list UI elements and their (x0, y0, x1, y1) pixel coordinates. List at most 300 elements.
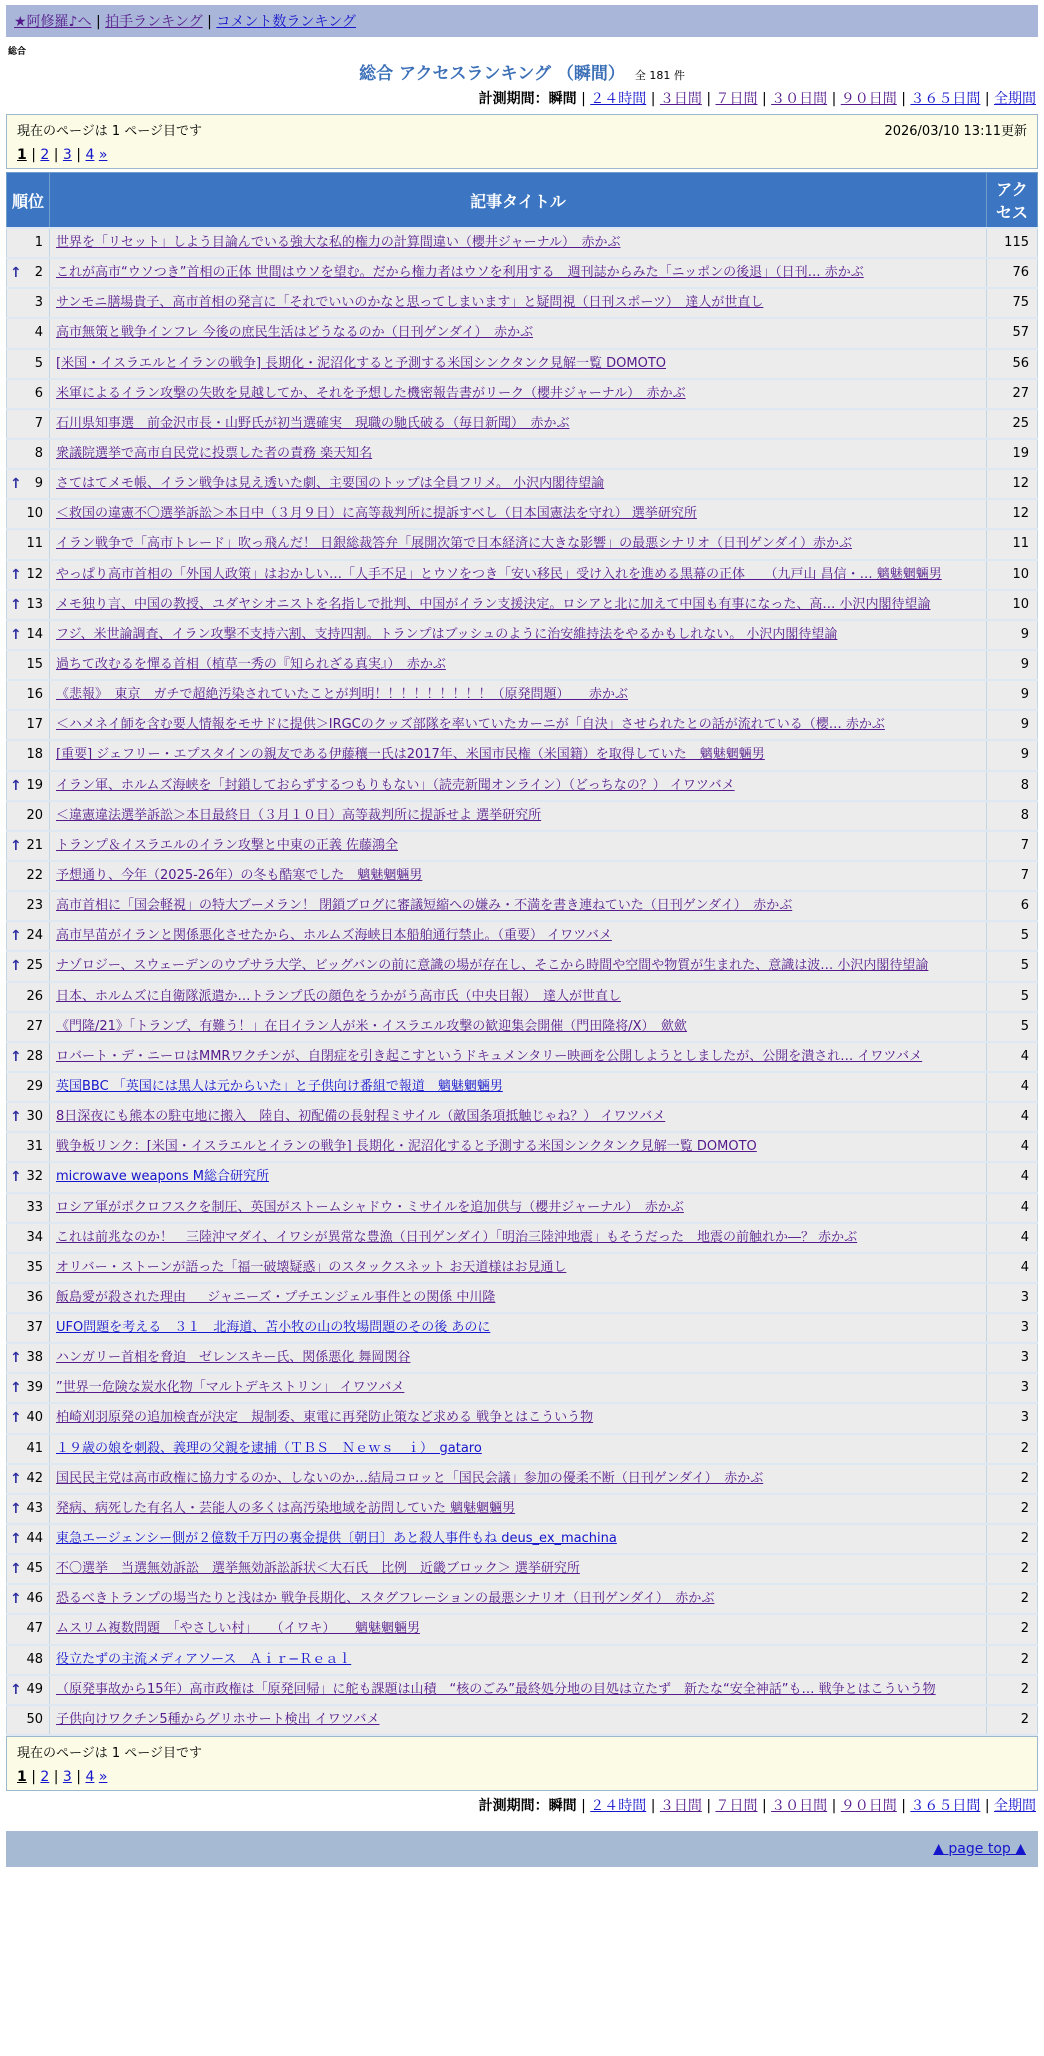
article-link[interactable]: 8日深夜にも熊本の駐屯地に搬入 陸自、初配備の長射程ミサイル（敵国条項抵触じゃね？） イワツバメ (56, 1109, 666, 1125)
ranking-tbody (7, 228, 1038, 1735)
page-link-2[interactable]: 2 (40, 147, 50, 163)
article-link[interactable]: 過ちて改むるを憚る首相（植草一秀の『知られざる真実』） 赤かぶ (56, 656, 446, 672)
access-count: 9 (987, 650, 1038, 680)
rank-number: 18 (26, 747, 43, 763)
article-link[interactable]: トランプ＆イスラエルのイラン攻撃と中東の正義 佐藤鴻全 (56, 837, 399, 853)
title-cell (50, 499, 987, 529)
period-link-7[interactable]: 全期間 (994, 1798, 1036, 1815)
rank-number: 27 (26, 1018, 43, 1034)
article-link[interactable]: 不〇選挙 当選無効訴訟 選挙無効訴訟訴状＜大石氏 比例 近畿ブロック＞ 選挙研究所 (56, 1561, 580, 1577)
article-link[interactable]: イラン戦争で「高市トレード」吹っ飛んだ！ 日銀総裁答弁「展開次第で日本経済に大きな影響」の最悪シナリオ（日刊ゲンダイ）赤かぶ (56, 536, 852, 552)
rank-number: 17 (26, 717, 43, 733)
period-bar-top (6, 88, 1036, 108)
access-count: 2 (987, 1464, 1038, 1494)
title-cell (50, 439, 987, 469)
title-cell (50, 258, 987, 288)
rank-number: 50 (26, 1711, 43, 1727)
access-count: 3 (987, 1373, 1038, 1403)
article-link[interactable]: 戦争板リンク：[米国・イスラエルとイランの戦争] 長期化・泥沼化すると予測する米国シンクタンク見解一覧 DOMOTO (56, 1139, 757, 1155)
access-count: 25 (987, 409, 1038, 439)
separator: | (757, 1798, 772, 1815)
title-cell (50, 921, 987, 951)
separator: | (701, 1798, 716, 1815)
separator: | (91, 14, 106, 30)
up-arrow-icon: ↑ (10, 1380, 22, 1397)
table-row (7, 1403, 1038, 1433)
article-link[interactable]: 飯島愛が殺された理由 ＿ ジャニーズ・プチエンジェル事件との関係 中川隆 (56, 1289, 496, 1305)
rank-number: 15 (26, 656, 43, 672)
title-cell (50, 1524, 987, 1554)
title-cell (50, 1042, 987, 1072)
title-cell (50, 982, 987, 1012)
title-cell (50, 469, 987, 499)
up-arrow-icon: ↑ (10, 626, 22, 643)
title-cell (50, 529, 987, 559)
separator: | (71, 147, 86, 163)
article-link[interactable]: （原発事故から15年）高市政権は「原発回帰」に舵も課題は山積 “核のごみ”最終処分地の目処は立たず 新たな“安全神話”も… 戦争とはこういう物 (56, 1681, 936, 1697)
rank-cell (7, 1012, 50, 1042)
period-current: 瞬間 (548, 91, 577, 107)
rank-number: 39 (26, 1380, 43, 1396)
period-link-2[interactable]: ３日間 (659, 91, 702, 107)
table-row (7, 1223, 1038, 1253)
title-cell (50, 951, 987, 981)
rank-cell (7, 861, 50, 891)
article-link[interactable]: ムスリム複数問題 「やさしい村」 （イワキ） 魑魅魍魎男 (56, 1621, 421, 1637)
rank-cell (7, 318, 50, 348)
title-cell (50, 1645, 987, 1675)
rank-cell (7, 379, 50, 409)
page-info-top (6, 114, 1038, 169)
article-link[interactable]: 高市無策と戦争インフレ 今後の庶民生活はどうなるのか（日刊ゲンダイ） 赤かぶ (56, 325, 534, 341)
title-cell (50, 409, 987, 439)
rank-number: 23 (26, 898, 43, 914)
period-link-5[interactable]: ９０日間 (840, 1798, 897, 1815)
rank-cell (7, 590, 50, 620)
table-row (7, 891, 1038, 921)
title-cell (50, 650, 987, 680)
table-row (7, 951, 1038, 981)
article-link[interactable]: 石川県知事選 前金沢市長・山野氏が初当選確実 現職の馳氏破る（毎日新聞） 赤かぶ (56, 415, 570, 431)
rank-cell (7, 1343, 50, 1373)
table-row (7, 379, 1038, 409)
title-cell (50, 801, 987, 831)
table-row (7, 1343, 1038, 1373)
table-row (7, 409, 1038, 439)
article-link[interactable]: 《門隆/21》「トランプ、有難う！」在日イラン人が米・イスラエル攻撃の歓迎集会開催（門田隆将/Ⅹ） 歛歛 (56, 1018, 688, 1034)
table-row (7, 1072, 1038, 1102)
rank-number: 32 (26, 1169, 43, 1185)
article-link[interactable]: フジ、米世論調査、イラン攻撃不支持六割、支持四割。トランプはブッシュのように治安維持法をやるかもしれない。 小沢内閣待望論 (56, 626, 838, 642)
separator: | (576, 91, 591, 107)
rank-cell (7, 258, 50, 288)
rank-number: 47 (26, 1621, 43, 1637)
period-link-6[interactable]: ３６５日間 (910, 1798, 981, 1815)
rank-cell (7, 951, 50, 981)
article-link[interactable]: 子供向けワクチン5種からグリホサート検出 イワツバメ (56, 1711, 380, 1727)
nav-link-1[interactable]: ★阿修羅♪へ (14, 14, 92, 30)
rank-cell (7, 680, 50, 710)
access-count: 5 (987, 982, 1038, 1012)
rank-cell (7, 228, 50, 258)
table-row (7, 620, 1038, 650)
access-count: 4 (987, 1102, 1038, 1132)
period-link-2[interactable]: ３日間 (659, 1798, 702, 1815)
period-link-5[interactable]: ９０日間 (840, 91, 897, 107)
rank-cell (7, 1283, 50, 1313)
rank-cell (7, 1042, 50, 1072)
table-row (7, 1373, 1038, 1403)
table-row (7, 831, 1038, 861)
period-link-3[interactable]: ７日間 (715, 91, 758, 107)
table-row (7, 228, 1038, 258)
up-arrow-icon: ↑ (10, 1169, 22, 1186)
column-header-rank: 順位 (7, 173, 50, 229)
period-link-4[interactable]: ３０日間 (771, 1798, 828, 1815)
access-count: 2 (987, 1584, 1038, 1614)
access-count: 4 (987, 1072, 1038, 1102)
rank-number: 21 (26, 837, 43, 853)
rank-number: 5 (34, 355, 43, 371)
nav-link-2[interactable]: 拍手ランキング (105, 14, 203, 30)
rank-cell (7, 1434, 50, 1464)
access-count: 12 (987, 499, 1038, 529)
rank-cell (7, 891, 50, 921)
table-row (7, 288, 1038, 318)
title-cell (50, 831, 987, 861)
article-link[interactable]: サンモニ膳場貴子、高市首相の発言に「それでいいのかなと思ってしまいます」と疑問視（日刊スポーツ） 達人が世直し (56, 295, 764, 311)
rank-cell (7, 1645, 50, 1675)
table-row (7, 1554, 1038, 1584)
access-count: 8 (987, 801, 1038, 831)
page-status: 現在のページは 1 ページ目です (17, 124, 203, 139)
access-count: 4 (987, 1193, 1038, 1223)
rank-number: 49 (26, 1681, 43, 1697)
rank-cell (7, 710, 50, 740)
article-link[interactable]: 恐るべきトランプの場当たりと浅はか 戦争長期化、スタグフレーションの最悪シナリオ（日刊ゲンダイ） 赤かぶ (56, 1591, 715, 1607)
article-link[interactable]: 世界を「リセット」しよう目論んでいる強大な私的権力の計算間違い（櫻井ジャーナル） 赤かぶ (56, 235, 621, 250)
article-link[interactable]: メモ独り言、中国の教授、ユダヤシオニストを名指しで批判、中国がイラン支援決定。ロシアと北に加えて中国も有事になった、高… 小沢内閣待望論 (56, 596, 931, 612)
separator: | (26, 1769, 41, 1786)
table-row (7, 1464, 1038, 1494)
access-count: 9 (987, 710, 1038, 740)
title-cell (50, 1193, 987, 1223)
rank-cell (7, 740, 50, 770)
page-link-4[interactable]: 4 (85, 147, 95, 163)
table-row (7, 1313, 1038, 1343)
rank-cell (7, 1464, 50, 1494)
title-cell (50, 861, 987, 891)
table-row (7, 1434, 1038, 1464)
up-arrow-icon: ↑ (10, 1109, 22, 1126)
title-cell (50, 1584, 987, 1614)
period-current: 瞬間 (548, 1798, 577, 1815)
period-label: 計測期間： (478, 1798, 549, 1815)
article-link[interactable]: これが高市“ウソつき”首相の正体 世間はウソを望む。だから権力者はウソを利用する 週刊誌からみた「ニッポンの後退」（日刊… 赤かぶ (56, 265, 864, 281)
rank-cell (7, 1524, 50, 1554)
article-link[interactable]: ＜違憲違法選挙訴訟＞本日最終日（３月１０日）高等裁判所に提訴せよ 選挙研究所 (56, 807, 542, 823)
article-link[interactable]: １９歳の娘を刺殺、義理の父親を逮捕（ＴＢＳ Ｎｅｗｓ ｉ） gataro (56, 1440, 482, 1456)
period-link-7[interactable]: 全期間 (994, 91, 1036, 107)
title-cell (50, 560, 987, 590)
table-row (7, 1102, 1038, 1132)
current-page: 1 (17, 147, 27, 163)
rank-number: 12 (26, 566, 43, 582)
rank-number: 3 (34, 295, 43, 311)
rank-number: 34 (26, 1229, 43, 1245)
title-line (6, 59, 1038, 84)
rank-number: 40 (26, 1410, 43, 1426)
access-count: 75 (987, 288, 1038, 318)
table-row (7, 1584, 1038, 1614)
separator: | (26, 147, 41, 163)
page-status: 現在のページは 1 ページ目です (17, 1746, 203, 1762)
rank-cell (7, 1313, 50, 1343)
top-nav-bar (6, 5, 1038, 37)
next-page-link[interactable]: » (98, 1769, 108, 1786)
title-cell (50, 1614, 987, 1644)
article-link[interactable]: 高市首相に「国会軽視」の特大ブーメラン！ 閉鎖ブログに審議短縮への嫌み・不満を書き連ねていた（日刊ゲンダイ） 赤かぶ (56, 898, 793, 914)
article-link[interactable]: 衆議院選挙で高市自民党に投票した者の責務 楽天知名 (56, 445, 373, 461)
title-cell (50, 228, 987, 258)
rank-number: 19 (26, 777, 43, 793)
title-cell (50, 1162, 987, 1192)
title-cell (50, 379, 987, 409)
rank-cell (7, 982, 50, 1012)
rank-number: 2 (34, 265, 43, 281)
rank-cell (7, 1193, 50, 1223)
access-count: 12 (987, 469, 1038, 499)
rank-number: 30 (26, 1109, 43, 1125)
article-link[interactable]: さてはてメモ帳、イラン戦争は見え透いた劇、主要国のトップは全員フリメ。 小沢内閣待望論 (56, 476, 605, 492)
title-cell (50, 1132, 987, 1162)
column-header-access: アクセス (987, 173, 1038, 229)
rank-number: 10 (26, 506, 43, 522)
period-link-6[interactable]: ３６５日間 (910, 91, 981, 107)
up-arrow-icon: ↑ (10, 1410, 22, 1427)
up-arrow-icon: ↑ (10, 777, 22, 794)
table-row (7, 1705, 1038, 1735)
rank-cell (7, 771, 50, 801)
rank-number: 37 (26, 1320, 43, 1336)
page-link-3[interactable]: 3 (62, 147, 72, 163)
article-link[interactable]: 役立たずの主流メディアソース Ａｉｒ−Ｒｅａｌ (56, 1651, 352, 1667)
rank-number: 43 (26, 1500, 43, 1516)
rank-cell (7, 1584, 50, 1614)
article-link[interactable]: オリバー・ストーンが語った「福一破壊疑惑」のスタックスネット お天道様はお見通し (56, 1259, 567, 1275)
table-row (7, 560, 1038, 590)
access-count: 4 (987, 1223, 1038, 1253)
title-cell (50, 349, 987, 379)
article-link[interactable]: ”世界一危険な炭水化物「マルトデキストリン」 イワツバメ (56, 1380, 405, 1396)
up-arrow-icon: ↑ (10, 1591, 22, 1608)
access-count: 5 (987, 951, 1038, 981)
rank-cell (7, 349, 50, 379)
access-count: 11 (987, 529, 1038, 559)
rank-cell (7, 1253, 50, 1283)
page-link-4[interactable]: 4 (85, 1769, 95, 1786)
article-link[interactable]: ＜救国の違憲不〇選挙訴訟＞本日中（３月９日）に高等裁判所に提訴すべし（日本国憲法を守れ） 選挙研究所 (56, 506, 697, 522)
article-link[interactable]: ハンガリー首相を脅迫 ゼレンスキー氏、関係悪化 舞岡関谷 (56, 1350, 411, 1366)
title-cell (50, 1464, 987, 1494)
article-link[interactable]: 高市早苗がイランと関係悪化させたから、ホルムズ海峡日本船舶通行禁止。（重要） イワツバメ (56, 928, 612, 944)
article-link[interactable]: これは前兆なのか！ 三陸沖マダイ、イワシが異常な豊漁（日刊ゲンダイ）「明治三陸沖地震」もそうだった 地震の前触れか―？ 赤かぶ (56, 1229, 858, 1245)
rank-number: 6 (34, 385, 43, 401)
article-link[interactable]: ロシア軍がポクロフスクを制圧、英国がストームシャドウ・ミサイルを追加供与（櫻井ジャーナル） 赤かぶ (56, 1199, 684, 1215)
rank-cell (7, 620, 50, 650)
rank-number: 13 (26, 596, 43, 612)
rank-number: 36 (26, 1289, 43, 1305)
article-link[interactable]: UFO問題を考える ３１ 北海道、苫小牧の山の牧場問題のその後 あのに (56, 1320, 491, 1336)
table-row (7, 1162, 1038, 1192)
rank-cell (7, 1554, 50, 1584)
rank-cell (7, 439, 50, 469)
period-bar-bottom (6, 1795, 1036, 1815)
rank-number: 46 (26, 1591, 43, 1607)
table-row (7, 1675, 1038, 1705)
rank-number: 44 (26, 1531, 43, 1547)
article-link[interactable]: 柏崎刈羽原発の追加検査が決定 規制委、東電に再発防止策など求める 戦争とはこういう物 (56, 1410, 594, 1426)
separator: | (646, 91, 660, 107)
title-cell (50, 1494, 987, 1524)
table-row (7, 590, 1038, 620)
table-row (7, 318, 1038, 348)
separator: | (646, 1798, 660, 1815)
rank-cell (7, 650, 50, 680)
access-count: 5 (987, 1012, 1038, 1042)
updated-timestamp: 2026/03/10 13:11更新 (884, 124, 1027, 139)
rank-number: 4 (34, 325, 43, 341)
rank-number: 35 (26, 1259, 43, 1275)
rank-number: 38 (26, 1350, 43, 1366)
table-row (7, 469, 1038, 499)
access-count: 8 (987, 771, 1038, 801)
period-link-4[interactable]: ３０日間 (771, 91, 828, 107)
table-row (7, 1283, 1038, 1313)
nav-link-3[interactable]: コメント数ランキング (216, 14, 356, 30)
access-count: 2 (987, 1705, 1038, 1735)
rank-number: 28 (26, 1048, 43, 1064)
separator: | (757, 91, 772, 107)
title-cell (50, 1434, 987, 1464)
rank-number: 29 (26, 1078, 43, 1094)
article-link[interactable]: ロバート・デ・ニーロはMMRワクチンが、自閉症を引き起こすというドキュメンタリー映画を公開しようとしましたが、公開を潰され… イワツバメ (56, 1048, 923, 1064)
article-link[interactable]: 東急エージェンシー側が２億数千万円の裏金提供〔朝日〕あと殺人事件もね deus_ex_machina (56, 1531, 617, 1547)
article-link[interactable]: やっぱり高市首相の「外国人政策」はおかしい…「人手不足」とウソをつき「安い移民」受け入れを進める黒幕の正体 （九戸山 昌信・… 魑魅魍魎男 (56, 566, 942, 582)
access-count: 2 (987, 1494, 1038, 1524)
table-row (7, 349, 1038, 379)
table-row (7, 1193, 1038, 1223)
top-nav (14, 14, 356, 30)
article-link[interactable]: イラン軍、ホルムズ海峡を「封鎖しておらずするつもりもない」（読売新聞オンライン）（どっちなの？） イワツバメ (56, 777, 735, 793)
up-arrow-icon: ↑ (10, 1048, 22, 1065)
separator: | (980, 91, 994, 107)
table-row (7, 982, 1038, 1012)
access-count: 2 (987, 1614, 1038, 1644)
total-count: 全 181 件 (634, 69, 685, 82)
title-cell (50, 1373, 987, 1403)
access-count: 3 (987, 1343, 1038, 1373)
access-count: 56 (987, 349, 1038, 379)
rank-cell (7, 921, 50, 951)
rank-cell (7, 1614, 50, 1644)
table-row (7, 1494, 1038, 1524)
rank-cell (7, 469, 50, 499)
title-cell (50, 680, 987, 710)
article-link[interactable]: 国民民主党は高市政権に協力するのか、しないのか…結局コロッと「国民会議」参加の優柔不断（日刊ゲンダイ） 赤かぶ (56, 1470, 764, 1486)
table-row (7, 650, 1038, 680)
rank-cell (7, 560, 50, 590)
title-cell (50, 1705, 987, 1735)
article-link[interactable]: 《悲報》 東京 ガチで超絶汚染されていたことが判明！！！！！！！！！（原発問題） 赤かぶ (56, 687, 629, 703)
access-count: 2 (987, 1675, 1038, 1705)
page-link-3[interactable]: 3 (62, 1769, 72, 1786)
rank-number: 41 (26, 1440, 43, 1456)
table-row (7, 921, 1038, 951)
article-link[interactable]: 日本、ホルムズに自衛隊派遣か…トランプ氏の顔色をうかがう高市氏（中央日報） 達人が世直し (56, 988, 621, 1004)
next-page-link[interactable]: » (98, 147, 108, 163)
article-link[interactable]: 英国BBC 「英国には黒人は元からいた」と子供向け番組で報道 魑魅魍魎男 (56, 1078, 503, 1094)
table-row (7, 1645, 1038, 1675)
rank-cell (7, 1102, 50, 1132)
rank-number: 24 (26, 928, 43, 944)
rank-number: 20 (26, 807, 43, 823)
article-link[interactable]: 米軍によるイラン攻撃の失敗を見越してか、それを予想した機密報告書がリーク（櫻井ジャーナル） 赤かぶ (56, 385, 686, 401)
table-row (7, 710, 1038, 740)
access-count: 19 (987, 439, 1038, 469)
table-row (7, 1524, 1038, 1554)
separator: | (896, 1798, 911, 1815)
page-top-link[interactable]: ▲ page top ▲ (933, 1841, 1026, 1858)
article-link[interactable]: ＜ハメネイ師を含む要人情報をモサドに提供＞IRGCのクッズ部隊を率いていたカーニが「自決」させられたとの話が流れている（櫻… 赤かぶ (56, 717, 885, 733)
article-link[interactable]: microwave weapons M総合研究所 (56, 1169, 270, 1185)
rank-cell (7, 529, 50, 559)
title-cell (50, 1253, 987, 1283)
separator: | (896, 91, 911, 107)
period-link-3[interactable]: ７日間 (715, 1798, 758, 1815)
table-row (7, 801, 1038, 831)
period-link-1[interactable]: ２４時間 (590, 1798, 647, 1815)
title-cell (50, 590, 987, 620)
page-link-2[interactable]: 2 (40, 1769, 50, 1786)
table-row (7, 258, 1038, 288)
article-link[interactable]: [重要] ジェフリー・エプスタインの親友である伊藤穰一氏は2017年、米国市民権（米国籍）を取得していた 魑魅魍魎男 (56, 747, 765, 763)
separator: | (49, 147, 63, 163)
title-cell (50, 1675, 987, 1705)
up-arrow-icon: ↑ (10, 596, 22, 613)
table-row (7, 861, 1038, 891)
period-link-1[interactable]: ２４時間 (590, 91, 647, 107)
article-link[interactable]: ナゾロジー、スウェーデンのウプサラ大学、ビッグバンの前に意識の場が存在し、そこから時間や空間や物質が生まれた、意識は波… 小沢内閣待望論 (56, 958, 929, 974)
table-row (7, 771, 1038, 801)
title-cell (50, 288, 987, 318)
title-cell (50, 1223, 987, 1253)
up-arrow-icon: ↑ (10, 1531, 22, 1548)
article-link[interactable]: 発病、病死した有名人・芸能人の多くは高汚染地域を訪問していた 魑魅魍魎男 (56, 1500, 516, 1516)
article-link[interactable]: [米国・イスラエルとイランの戦争] 長期化・泥沼化すると予測する米国シンクタンク見解一覧 DOMOTO (56, 355, 667, 371)
rank-cell (7, 409, 50, 439)
separator: | (827, 1798, 841, 1815)
up-arrow-icon: ↑ (10, 958, 22, 975)
article-link[interactable]: 予想通り、今年（2025-26年）の冬も酷寒でした 魑魅魍魎男 (56, 867, 423, 883)
table-row (7, 1253, 1038, 1283)
rank-cell (7, 1162, 50, 1192)
up-arrow-icon: ↑ (10, 837, 22, 854)
access-count: 3 (987, 1313, 1038, 1343)
rank-cell (7, 1132, 50, 1162)
access-count: 3 (987, 1283, 1038, 1313)
access-count: 57 (987, 318, 1038, 348)
